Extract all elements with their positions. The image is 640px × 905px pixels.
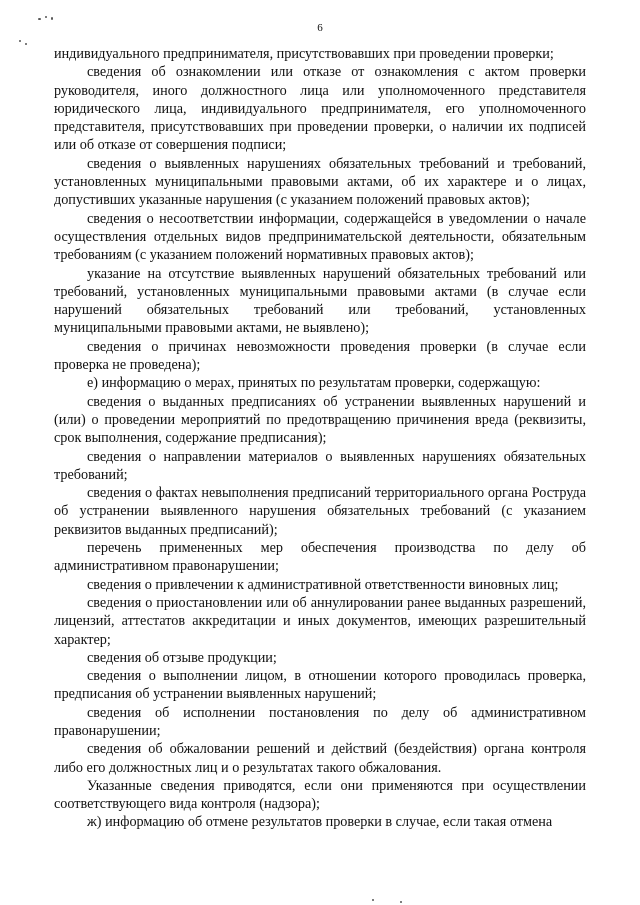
page-number: 6 bbox=[317, 22, 323, 34]
paragraph: сведения о выявленных нарушениях обязательных требований и требований, установленных муниципальными правовыми актами, об их характере и о лицах, допустивших указанные нарушения (с указанием положений правовых актов); bbox=[54, 155, 586, 209]
document-body bbox=[54, 45, 586, 832]
scan-speck bbox=[19, 40, 21, 42]
scan-speck bbox=[38, 18, 41, 20]
paragraph: перечень примененных мер обеспечения производства по делу об административном правонарушении; bbox=[54, 540, 586, 575]
scan-speck bbox=[400, 901, 402, 903]
paragraph: Указанные сведения приводятся, если они применяются при осуществлении соответствующего вида контроля (надзора); bbox=[54, 777, 586, 813]
paragraph: сведения о фактах невыполнения предписаний территориального органа Роструда об устранении выявленного нарушения обязательных требований (с указанием реквизитов выданных предписаний); bbox=[54, 485, 586, 538]
paragraph: сведения об отзыве продукции; bbox=[87, 649, 277, 666]
paragraph: е) информацию о мерах, принятых по результатам проверки, содержащую: bbox=[87, 375, 541, 392]
paragraph: сведения о выполнении лицом, в отношении которого проводилась проверка, предписания об устранении выявленных нарушений; bbox=[54, 668, 586, 703]
paragraph: ж) информацию об отмене результатов проверки в случае, если такая отмена bbox=[87, 814, 553, 831]
paragraph: сведения о приостановлении или об аннулировании ранее выданных разрешений, лицензий, аттестатов аккредитации и иных документов, имеющих разрешительный характер; bbox=[54, 594, 586, 648]
paragraph: сведения об ознакомлении или отказе от ознакомления с актом проверки руководителя, иного должностного лица или уполномоченного представителя юридического лица, индивидуального предпринимателя, его уполномоченного представителя, присутствовавших при проведении проверки, о наличии их подписей или об отказе от совершения подписи; bbox=[54, 64, 586, 154]
paragraph: сведения о несоответствии информации, содержащейся в уведомлении о начале осуществления отдельных видов предпринимательской деятельности, обязательным требованиям (с указанием положений нормативных правовых актов); bbox=[54, 210, 586, 264]
scan-speck bbox=[51, 17, 53, 20]
scan-speck bbox=[25, 43, 27, 45]
paragraph: сведения о направлении материалов о выявленных нарушениях обязательных требований; bbox=[54, 448, 586, 483]
scan-speck bbox=[372, 899, 374, 901]
paragraph: сведения о привлечении к административной ответственности виновных лиц; bbox=[87, 576, 559, 593]
paragraph: сведения о выданных предписаниях об устранении выявленных нарушений и (или) о проведении мероприятий по предотвращению причинения вреда (реквизиты, срок выполнения, содержание предписания); bbox=[54, 393, 586, 447]
paragraph: сведения об исполнении постановления по делу об административном правонарушении; bbox=[54, 704, 586, 739]
scan-speck bbox=[45, 16, 47, 18]
paragraph: указание на отсутствие выявленных нарушений обязательных требований или требований, установленных муниципальными правовыми актами (в случае если нарушений обязательных требований или требований, установленных муниципальными правовыми актами, не выявлено); bbox=[54, 265, 586, 337]
paragraph: сведения о причинах невозможности проведения проверки (в случае если проверка не проведена); bbox=[54, 338, 586, 374]
paragraph: сведения об обжаловании решений и действий (бездействия) органа контроля либо его должностных лиц и о результатах такого обжалования. bbox=[54, 741, 586, 776]
paragraph: индивидуального предпринимателя, присутствовавших при проведении проверки; bbox=[54, 46, 554, 62]
